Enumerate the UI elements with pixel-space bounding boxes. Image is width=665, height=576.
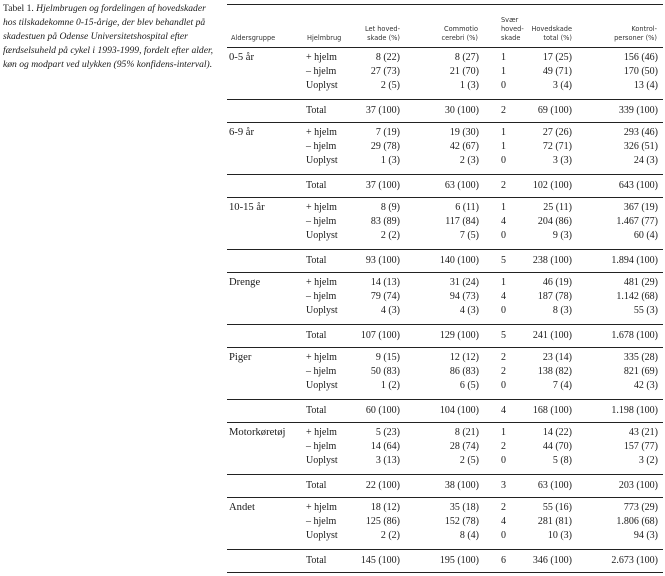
severe-injury-cell: 1 — [501, 277, 506, 288]
severe-injury-cell: 0 — [501, 155, 506, 166]
severe-injury-cell: 2 — [501, 180, 506, 191]
concussion-cell: 129 (100) — [439, 330, 479, 341]
severe-injury-cell: 0 — [501, 80, 506, 91]
controls-cell: 94 (3) — [633, 530, 658, 541]
helmet-use-cell: Total — [306, 405, 327, 416]
controls-cell: 42 (3) — [633, 380, 658, 391]
controls-cell: 335 (28) — [623, 352, 658, 363]
controls-cell: 1.806 (68) — [616, 516, 658, 527]
helmet-use-cell: – hjelm — [306, 516, 337, 527]
helmet-use-cell: Uoplyst — [306, 230, 338, 241]
controls-cell: 2.673 (100) — [611, 555, 658, 566]
controls-cell: 156 (46) — [623, 52, 658, 63]
table-group — [227, 348, 663, 423]
severe-injury-cell: 4 — [501, 291, 506, 302]
head-injury-total-cell: 9 (3) — [552, 230, 572, 241]
severe-injury-cell: 0 — [501, 230, 506, 241]
severe-injury-cell: 1 — [501, 52, 506, 63]
controls-cell: 1.894 (100) — [611, 255, 658, 266]
minor-injury-cell: 5 (23) — [375, 427, 400, 438]
header-minor-head-injury: Let hoved- skade (%) — [364, 25, 400, 42]
table-row — [227, 365, 663, 379]
table-group — [227, 198, 663, 273]
helmet-use-cell: Total — [306, 480, 327, 491]
table-row — [227, 501, 663, 515]
head-injury-total-cell: 8 (3) — [552, 305, 572, 316]
table-row — [227, 351, 663, 365]
helmet-use-cell: Uoplyst — [306, 80, 338, 91]
concussion-cell: 117 (84) — [445, 216, 479, 227]
severe-injury-cell: 0 — [501, 380, 506, 391]
head-injury-total-cell: 7 (4) — [552, 380, 572, 391]
severe-injury-cell: 0 — [501, 455, 506, 466]
total-row — [227, 324, 663, 346]
minor-injury-cell: 2 (2) — [380, 530, 400, 541]
concussion-cell: 86 (83) — [449, 366, 479, 377]
head-injury-total-cell: 238 (100) — [532, 255, 572, 266]
minor-injury-cell: 107 (100) — [360, 330, 400, 341]
minor-injury-cell: 60 (100) — [365, 405, 400, 416]
minor-injury-cell: 37 (100) — [365, 180, 400, 191]
controls-cell: 1.678 (100) — [611, 330, 658, 341]
controls-cell: 3 (2) — [638, 455, 658, 466]
concussion-cell: 12 (12) — [449, 352, 479, 363]
controls-cell: 55 (3) — [633, 305, 658, 316]
minor-injury-cell: 4 (3) — [380, 305, 400, 316]
header-helmet-use: Hjelmbrug — [307, 34, 342, 42]
head-injury-total-cell: 102 (100) — [532, 180, 572, 191]
helmet-use-cell: – hjelm — [306, 366, 337, 377]
helmet-use-cell: Uoplyst — [306, 305, 338, 316]
minor-injury-cell: 8 (9) — [380, 202, 400, 213]
concussion-cell: 140 (100) — [439, 255, 479, 266]
table-row — [227, 454, 663, 468]
table-row — [227, 65, 663, 79]
concussion-cell: 6 (11) — [455, 202, 479, 213]
minor-injury-cell: 1 (3) — [380, 155, 400, 166]
head-injury-total-cell: 72 (71) — [542, 141, 572, 152]
helmet-use-cell: Uoplyst — [306, 455, 338, 466]
table-row — [227, 379, 663, 393]
helmet-use-cell: – hjelm — [306, 291, 337, 302]
table-group — [227, 273, 663, 348]
severe-injury-cell: 1 — [501, 127, 506, 138]
table-row — [227, 229, 663, 243]
table-group — [227, 123, 663, 198]
severe-injury-cell: 0 — [501, 305, 506, 316]
head-injury-total-cell: 138 (82) — [537, 366, 572, 377]
helmet-use-cell: – hjelm — [306, 441, 337, 452]
head-injury-total-cell: 168 (100) — [532, 405, 572, 416]
header-age-group: Aldersgruppe — [231, 34, 276, 42]
minor-injury-cell: 83 (89) — [370, 216, 400, 227]
minor-injury-cell: 14 (64) — [370, 441, 400, 452]
concussion-cell: 8 (4) — [459, 530, 479, 541]
head-injury-total-cell: 69 (100) — [537, 105, 572, 116]
minor-injury-cell: 14 (13) — [370, 277, 400, 288]
severe-injury-cell: 3 — [501, 480, 506, 491]
controls-cell: 1.467 (77) — [616, 216, 658, 227]
head-injury-total-cell: 55 (16) — [542, 502, 572, 513]
minor-injury-cell: 22 (100) — [365, 480, 400, 491]
controls-cell: 170 (50) — [623, 66, 658, 77]
head-injury-total-cell: 10 (3) — [547, 530, 572, 541]
concussion-cell: 38 (100) — [444, 480, 479, 491]
header-controls: Kontrol- personer (%) — [614, 25, 657, 42]
minor-injury-cell: 2 (5) — [380, 80, 400, 91]
head-injury-total-cell: 5 (8) — [552, 455, 572, 466]
total-row — [227, 474, 663, 496]
helmet-use-cell: – hjelm — [306, 141, 337, 152]
group-label: 0-5 år — [229, 52, 254, 63]
helmet-use-cell: Uoplyst — [306, 155, 338, 166]
severe-injury-cell: 2 — [501, 502, 506, 513]
table-row — [227, 51, 663, 65]
head-injury-total-cell: 241 (100) — [532, 330, 572, 341]
severe-injury-cell: 4 — [501, 405, 506, 416]
helmet-use-cell: + hjelm — [306, 427, 337, 438]
controls-cell: 157 (77) — [623, 441, 658, 452]
helmet-use-cell: Uoplyst — [306, 530, 338, 541]
minor-injury-cell: 3 (13) — [375, 455, 400, 466]
table-row — [227, 440, 663, 454]
group-label: Piger — [229, 352, 252, 363]
concussion-cell: 195 (100) — [439, 555, 479, 566]
table-row — [227, 276, 663, 290]
header-severe-head-injury: Svær hoved- skade — [501, 16, 524, 42]
total-row — [227, 249, 663, 271]
concussion-cell: 152 (78) — [444, 516, 479, 527]
table-row — [227, 201, 663, 215]
table-row — [227, 529, 663, 543]
helmet-use-cell: Total — [306, 255, 327, 266]
helmet-use-cell: Total — [306, 180, 327, 191]
table-row — [227, 79, 663, 93]
total-row — [227, 549, 663, 571]
data-table — [227, 4, 663, 573]
controls-cell: 821 (69) — [623, 366, 658, 377]
head-injury-total-cell: 3 (4) — [552, 80, 572, 91]
head-injury-total-cell: 46 (19) — [542, 277, 572, 288]
helmet-use-cell: Total — [306, 330, 327, 341]
header-concussion: Commotio cerebri (%) — [441, 25, 478, 42]
minor-injury-cell: 93 (100) — [365, 255, 400, 266]
controls-cell: 60 (4) — [633, 230, 658, 241]
severe-injury-cell: 1 — [501, 427, 506, 438]
controls-cell: 293 (46) — [623, 127, 658, 138]
concussion-cell: 94 (73) — [449, 291, 479, 302]
head-injury-total-cell: 44 (70) — [542, 441, 572, 452]
minor-injury-cell: 29 (78) — [370, 141, 400, 152]
head-injury-total-cell: 14 (22) — [542, 427, 572, 438]
controls-cell: 643 (100) — [618, 180, 658, 191]
concussion-cell: 30 (100) — [444, 105, 479, 116]
helmet-use-cell: – hjelm — [306, 66, 337, 77]
minor-injury-cell: 1 (2) — [380, 380, 400, 391]
concussion-cell: 4 (3) — [459, 305, 479, 316]
helmet-use-cell: – hjelm — [306, 216, 337, 227]
concussion-cell: 7 (5) — [459, 230, 479, 241]
severe-injury-cell: 0 — [501, 530, 506, 541]
group-label: Drenge — [229, 277, 261, 288]
concussion-cell: 21 (70) — [449, 66, 479, 77]
helmet-use-cell: + hjelm — [306, 52, 337, 63]
group-label: Andet — [229, 502, 255, 513]
helmet-use-cell: Total — [306, 105, 327, 116]
controls-cell: 13 (4) — [633, 80, 658, 91]
severe-injury-cell: 1 — [501, 202, 506, 213]
helmet-use-cell: + hjelm — [306, 277, 337, 288]
concussion-cell: 1 (3) — [459, 80, 479, 91]
helmet-use-cell: + hjelm — [306, 502, 337, 513]
head-injury-total-cell: 187 (78) — [537, 291, 572, 302]
severe-injury-cell: 5 — [501, 330, 506, 341]
group-label: Motorkøretøj — [229, 427, 286, 438]
head-injury-total-cell: 346 (100) — [532, 555, 572, 566]
head-injury-total-cell: 27 (26) — [542, 127, 572, 138]
concussion-cell: 42 (67) — [449, 141, 479, 152]
minor-injury-cell: 2 (2) — [380, 230, 400, 241]
severe-injury-cell: 1 — [501, 141, 506, 152]
severe-injury-cell: 6 — [501, 555, 506, 566]
table-row — [227, 154, 663, 168]
severe-injury-cell: 2 — [501, 441, 506, 452]
controls-cell: 203 (100) — [618, 480, 658, 491]
controls-cell: 773 (29) — [623, 502, 658, 513]
table-row — [227, 126, 663, 140]
table-row — [227, 140, 663, 154]
controls-cell: 1.198 (100) — [611, 405, 658, 416]
minor-injury-cell: 9 (15) — [375, 352, 400, 363]
concussion-cell: 8 (21) — [454, 427, 479, 438]
severe-injury-cell: 5 — [501, 255, 506, 266]
concussion-cell: 63 (100) — [444, 180, 479, 191]
minor-injury-cell: 18 (12) — [370, 502, 400, 513]
minor-injury-cell: 145 (100) — [360, 555, 400, 566]
table-row — [227, 290, 663, 304]
head-injury-total-cell: 17 (25) — [542, 52, 572, 63]
head-injury-total-cell: 25 (11) — [543, 202, 572, 213]
concussion-cell: 19 (30) — [449, 127, 479, 138]
table-body — [227, 48, 663, 572]
concussion-cell: 28 (74) — [449, 441, 479, 452]
severe-injury-cell: 4 — [501, 216, 506, 227]
helmet-use-cell: + hjelm — [306, 127, 337, 138]
helmet-use-cell: Uoplyst — [306, 380, 338, 391]
head-injury-total-cell: 281 (81) — [537, 516, 572, 527]
minor-injury-cell: 7 (19) — [375, 127, 400, 138]
concussion-cell: 104 (100) — [439, 405, 479, 416]
controls-cell: 43 (21) — [628, 427, 658, 438]
concussion-cell: 2 (3) — [459, 155, 479, 166]
controls-cell: 339 (100) — [618, 105, 658, 116]
minor-injury-cell: 125 (86) — [365, 516, 400, 527]
minor-injury-cell: 8 (22) — [375, 52, 400, 63]
total-row — [227, 174, 663, 196]
minor-injury-cell: 79 (74) — [370, 291, 400, 302]
table-row — [227, 304, 663, 318]
head-injury-total-cell: 63 (100) — [537, 480, 572, 491]
head-injury-total-cell: 23 (14) — [542, 352, 572, 363]
table-row — [227, 215, 663, 229]
concussion-cell: 31 (24) — [449, 277, 479, 288]
minor-injury-cell: 50 (83) — [370, 366, 400, 377]
concussion-cell: 8 (27) — [454, 52, 479, 63]
caption-prefix: Tabel 1. — [3, 3, 37, 14]
controls-cell: 481 (29) — [623, 277, 658, 288]
table-caption — [3, 2, 221, 72]
severe-injury-cell: 2 — [501, 105, 506, 116]
severe-injury-cell: 2 — [501, 352, 506, 363]
total-row — [227, 99, 663, 121]
table-group — [227, 48, 663, 123]
table-header — [227, 5, 663, 48]
table-group — [227, 498, 663, 572]
caption-text: Hjelmbrugen og fordelingen af hovedskader hos tilskadekomne 0-15-årige, der blev behandlet på skadestuen på Odense Universitetshospital efter færdselsuheld på cykel i 1993-1999, fordelt efter alder, køn og modpart ved ulykken (95% konfidens-interval). — [3, 3, 214, 71]
controls-cell: 367 (19) — [623, 202, 658, 213]
head-injury-total-cell: 49 (71) — [542, 66, 572, 77]
concussion-cell: 35 (18) — [449, 502, 479, 513]
concussion-cell: 6 (5) — [459, 380, 479, 391]
concussion-cell: 2 (5) — [459, 455, 479, 466]
helmet-use-cell: + hjelm — [306, 202, 337, 213]
controls-cell: 24 (3) — [633, 155, 658, 166]
controls-cell: 326 (51) — [623, 141, 658, 152]
table-row — [227, 515, 663, 529]
group-label: 6-9 år — [229, 127, 254, 138]
table-row — [227, 426, 663, 440]
total-row — [227, 399, 663, 421]
table-group — [227, 423, 663, 498]
controls-cell: 1.142 (68) — [616, 291, 658, 302]
group-label: 10-15 år — [229, 202, 265, 213]
severe-injury-cell: 2 — [501, 366, 506, 377]
minor-injury-cell: 37 (100) — [365, 105, 400, 116]
severe-injury-cell: 1 — [501, 66, 506, 77]
head-injury-total-cell: 204 (86) — [537, 216, 572, 227]
minor-injury-cell: 27 (73) — [370, 66, 400, 77]
severe-injury-cell: 4 — [501, 516, 506, 527]
header-head-injury-total: Hovedskade total (%) — [531, 25, 572, 42]
head-injury-total-cell: 3 (3) — [552, 155, 572, 166]
helmet-use-cell: Total — [306, 555, 327, 566]
helmet-use-cell: + hjelm — [306, 352, 337, 363]
